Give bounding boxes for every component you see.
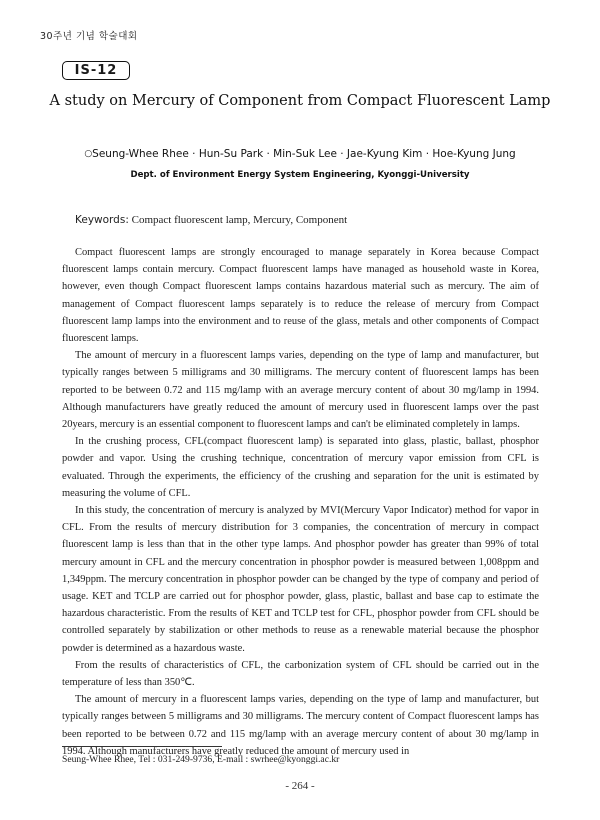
paragraph: From the results of characteristics of CFL, the carbonization system of CFL should be carried out in the temperature of less than 350℃. [62,659,539,689]
presenter-mark: ○ [84,149,93,159]
authors: Seung-Whee Rhee · Hun-Su Park · Min-Suk Lee · Jae-Kyung Kim · Hoe-Kyung Jung [92,148,516,160]
footnote-contact: Seung-Whee Rhee, Tel : 031-249-9736, E-mail : swrhee@kyonggi.ac.kr [62,754,340,765]
paragraph: In the crushing process, CFL(compact fluorescent lamp) is separated into glass, plastic, ballast, phosphor powder and vapor. Using the crushing technique, concentration of mercury vapor emission from CFL is evaluated. Through the experiments, the efficiency of the crushing and separation for the unit is estimated by measuring the volume of CFL. [62,436,539,499]
paper-title: A study on Mercury of Component from Compact Fluorescent Lamp [49,93,551,109]
paragraph: The amount of mercury in a fluorescent lamps varies, depending on the type of lamp and manufacturer, but typically ranges between 5 milligrams and 30 milligrams. The mercury content of fluorescent lamps has been reported to be between 0.72 and 115 mg/lamp with an average mercury content of about 30 mg/lamp in 1994. Although manufacturers have greatly reduced the amount of mercury used in fluorescent lamps over the past 20years, mercury is an essential component to fluorescent lamps and can't be eliminated completely in lamps. [62,350,539,431]
paragraph: The amount of mercury in a fluorescent lamps varies, depending on the type of lamp and manufacturer, but typically ranges between 5 milligrams and 30 milligrams. The mercury content of Compact fluorescent lamps has been reported to be between 0.72 and 115 mg/lamp with an average mercury content of about 30 mg/lamp in 1994. Although manufacturers have greatly reduced the amount of mercury used in [62,694,539,757]
abstract-body [62,244,539,760]
footnote-divider [62,746,222,747]
author-line [0,148,600,160]
conference-header: 30주년 기념 학술대회 [40,31,138,42]
affiliation: Dept. of Environment Energy System Engineering, Kyonggi-University [130,170,470,180]
paper-code-badge: IS-12 [62,61,130,80]
keywords-value: Compact fluorescent lamp, Mercury, Component [131,214,348,226]
page-number: - 264 - [285,780,315,792]
paragraph: Compact fluorescent lamps are strongly encouraged to manage separately in Korea because Compact fluorescent lamps contain mercury. Compact fluorescent lamps have managed as household waste in Korea, however, even though Compact fluorescent lamps contains hazardous material such as mercury. The aim of management of Compact fluorescent lamps separately is to reduce the release of mercury from Compact fluorescent lamp lamps into the environment and to reuse of the glass, metals and other components of Compact fluorescent lamps. [62,247,539,345]
keywords-label: Keywords: [75,214,129,226]
keywords-line [75,214,347,226]
paragraph: In this study, the concentration of mercury is analyzed by MVI(Mercury Vapor Indicator) method for vapor in CFL. From the results of mercury distribution for 3 companies, the concentration of mercury in compact fluorescent lamp is less than that in the other type lamps. And phosphor powder has greater than 99% of total mercury amount in CFL and the mercury concentration in phosphor powder is measured between 1,008ppm and 1,349ppm. The mercury concentration in phosphor powder can be changed by the type of company and period of usage. KET and TCLP are carried out for phosphor powder, glass, plastic, ballast and base cap to estimate the hazardous characteristic. From the results of KET and TCLP test for CFL, phosphor powder from CFL should be controlled separately by stabilization or other methods to reuse as a renewable material because the phosphor powder is determined as a hazardous waste. [62,505,539,654]
